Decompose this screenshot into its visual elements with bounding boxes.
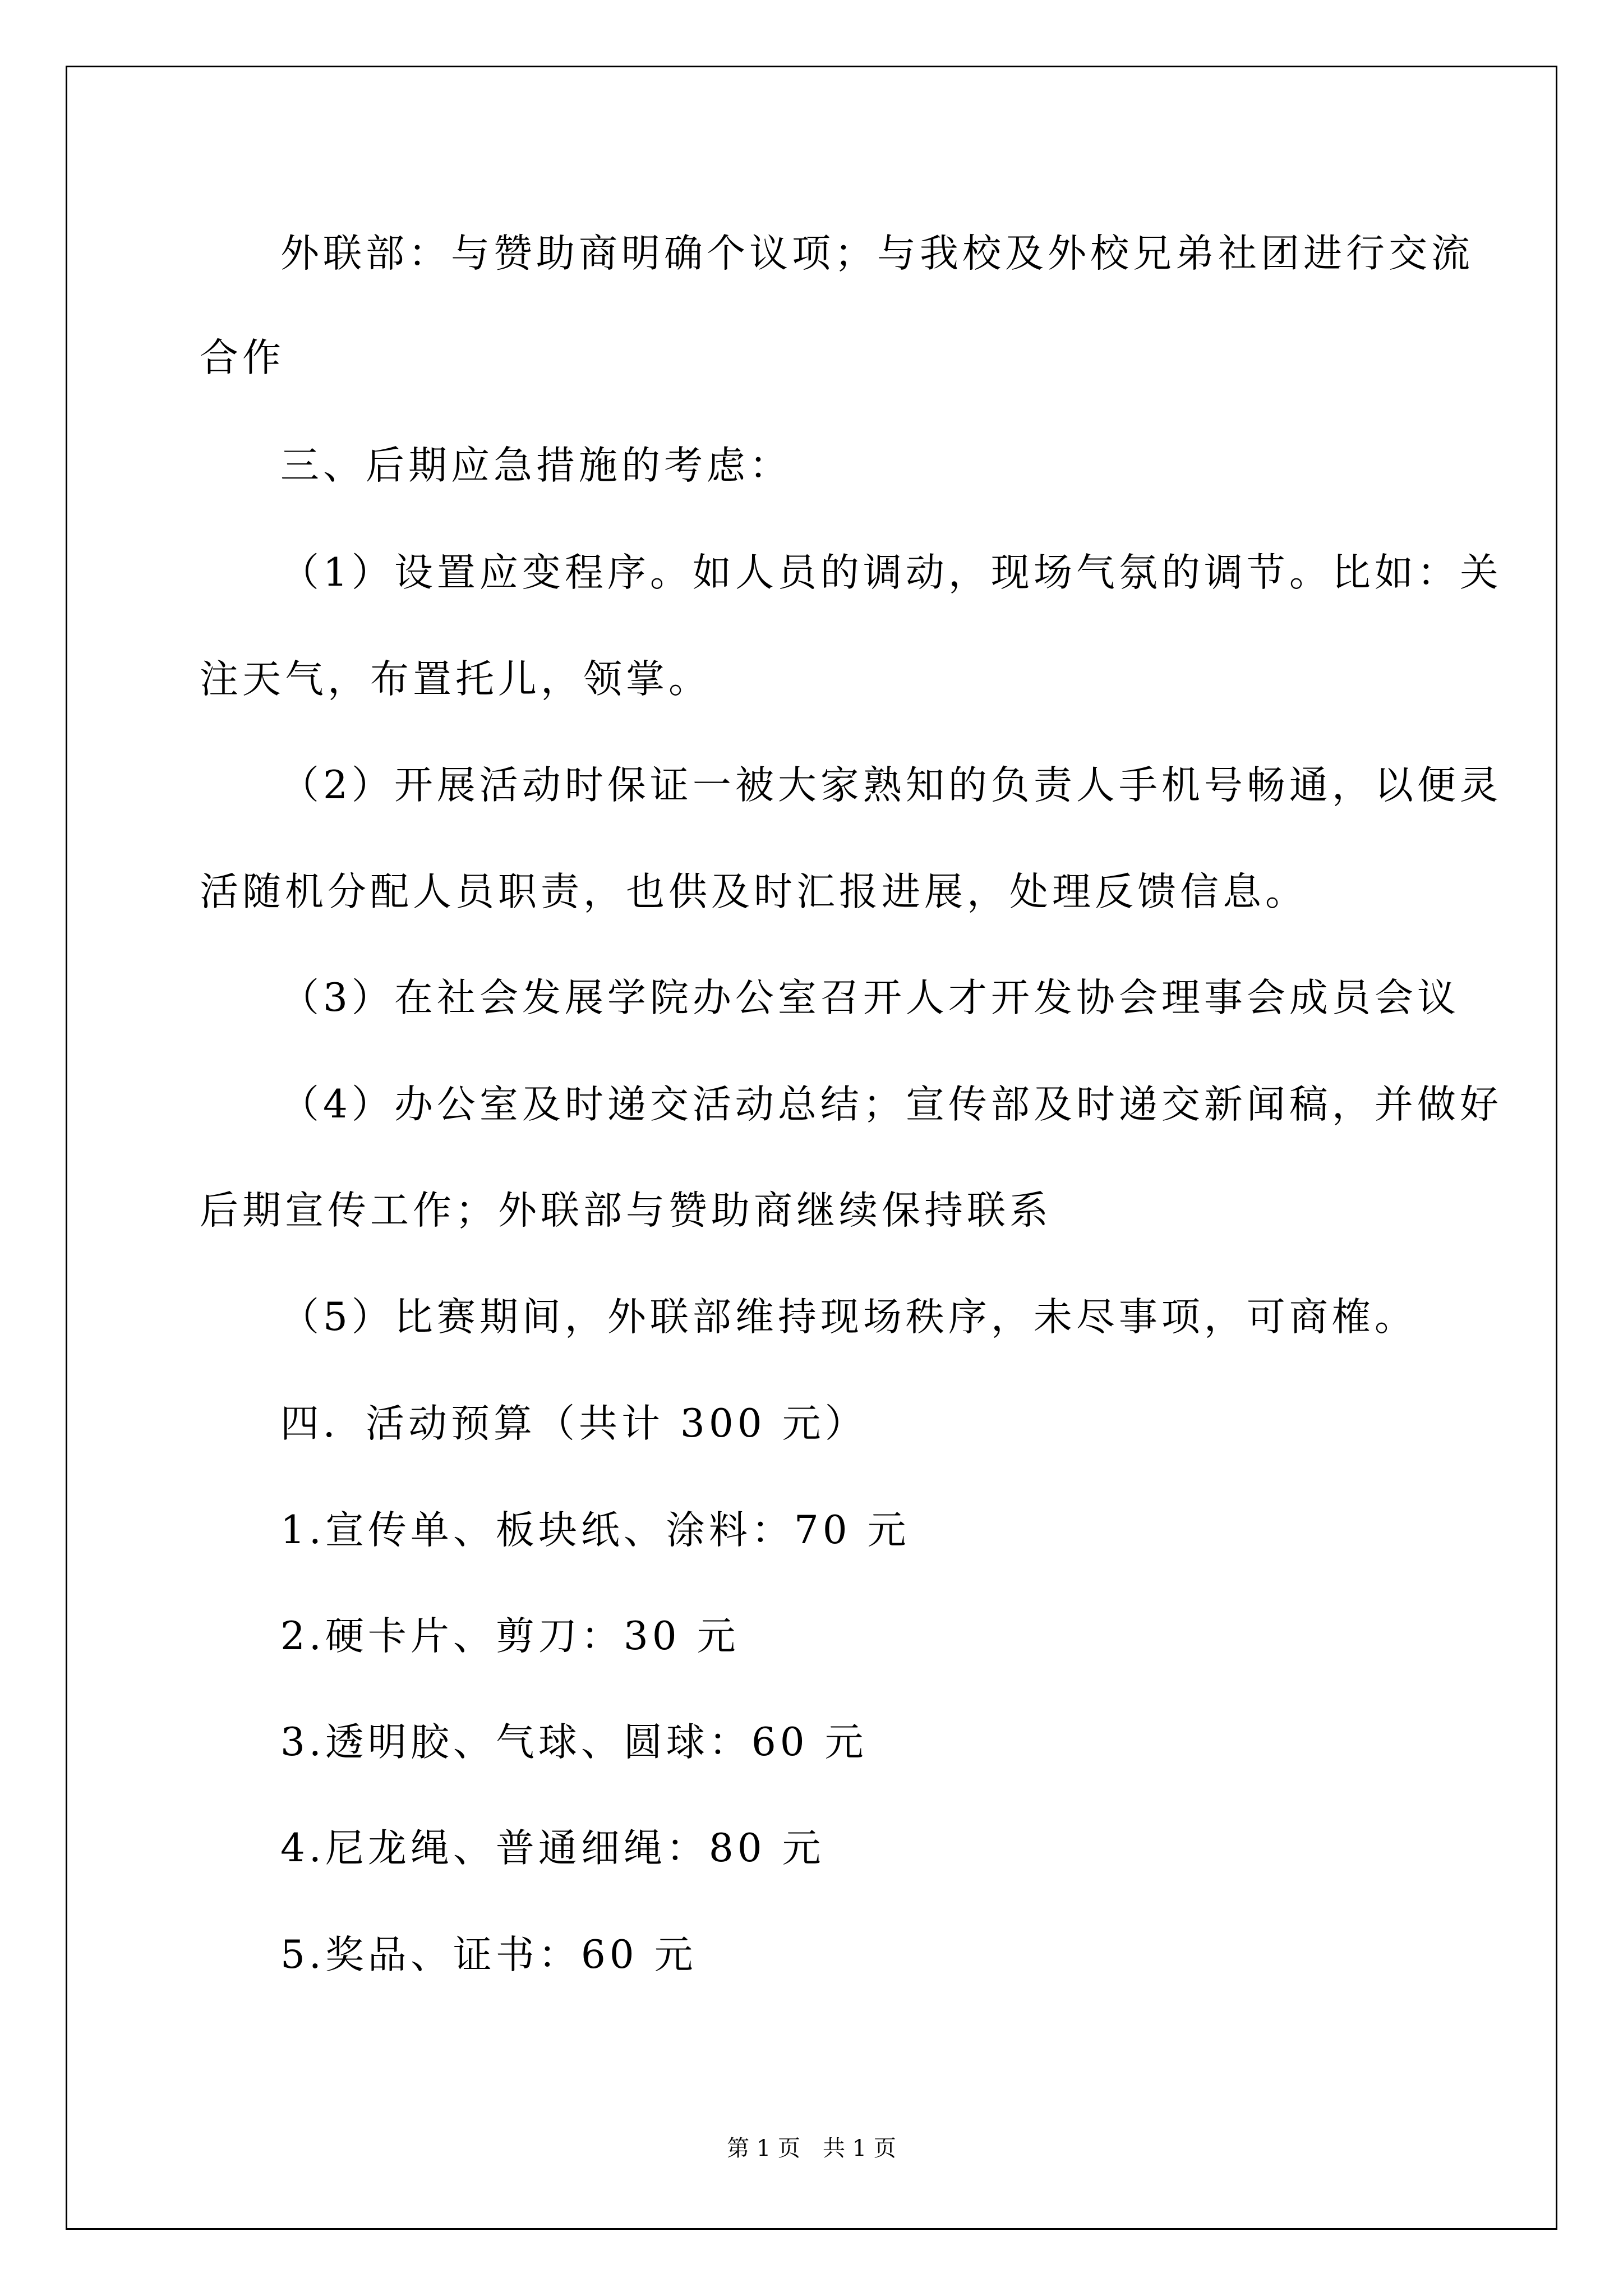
budget-item: 2.硬卡片、剪刀：30 元: [280, 1614, 740, 1659]
paragraph-line: 注天气，布置托儿，领掌。: [200, 657, 711, 702]
page-total: 共 1 页: [823, 2136, 896, 2161]
paragraph-line: 合作: [200, 335, 285, 380]
budget-item: 1.宣传单、板块纸、涂料：70 元: [280, 1508, 910, 1553]
paragraph-line: 外联部：与赞助商明确个议项；与我校及外校兄弟社团进行交流: [280, 231, 1474, 276]
section-heading: 三、后期应急措施的考虑：: [280, 443, 792, 488]
paragraph-line: （4）办公室及时递交活动总结；宣传部及时递交新闻稿，并做好: [280, 1082, 1502, 1127]
paragraph-line: （1）设置应变程序。如人员的调动，现场气氛的调节。比如：关: [280, 550, 1502, 595]
budget-item: 4.尼龙绳、普通细绳：80 元: [280, 1826, 825, 1871]
budget-item: 3.透明胶、气球、圆球：60 元: [280, 1720, 868, 1765]
paragraph-line: （2）开展活动时保证一被大家熟知的负责人手机号畅通，以便灵: [280, 763, 1502, 808]
section-heading: 四．活动预算（共计 300 元）: [280, 1401, 868, 1446]
paragraph-line: 活随机分配人员职责，也供及时汇报进展，处理反馈信息。: [200, 869, 1308, 914]
paragraph-line: （5）比赛期间，外联部维持现场秩序，未尽事项，可商榷。: [280, 1295, 1417, 1340]
page-footer: [0, 2132, 1623, 2165]
page-border: [66, 66, 1557, 2230]
budget-item: 5.奖品、证书：60 元: [280, 1932, 697, 1977]
paragraph-line: （3）在社会发展学院办公室召开人才开发协会理事会成员会议: [280, 976, 1460, 1020]
page-number: 第 1 页: [727, 2136, 800, 2161]
paragraph-line: 后期宣传工作；外联部与赞助商继续保持联系: [200, 1188, 1052, 1233]
